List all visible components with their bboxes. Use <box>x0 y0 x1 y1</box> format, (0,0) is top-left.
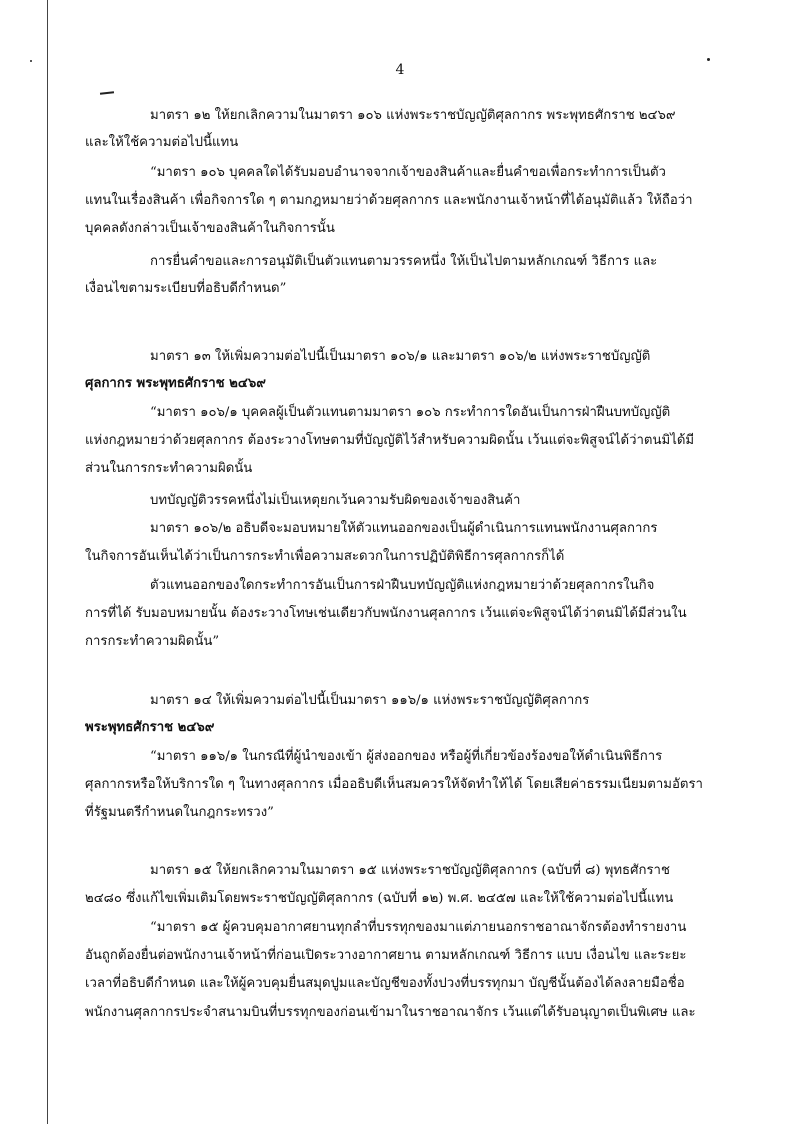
text-line: มาตรา ๑๓ ให้เพิ่มความต่อไปนี้เป็นมาตรา ๑๐๖/๑ และมาตรา ๑๐๖/๒ แห่งพระราชบัญญัติ <box>150 349 651 364</box>
text-line: “มาตรา ๑๑๖/๑ ในกรณีที่ผู้นำของเข้า ผู้ส่งออกของ หรือผู้ที่เกี่ยวข้องร้องขอให้ดำเนินพิธีการ <box>150 749 663 764</box>
text-line: พระพุทธศักราช ๒๔๖๙ <box>85 720 215 735</box>
text-line: เวลาที่อธิบดีกำหนด และให้ผู้ควบคุมยื่นสมุดปูมและบัญชีของทั้งปวงที่บรรทุกมา บัญชีนั้นต้องได้ลงลายมือชื่อ <box>85 976 685 991</box>
text-line: ตัวแทนออกของใดกระทำการอันเป็นการฝ่าฝืนบทบัญญัติแห่งกฎหมายว่าด้วยศุลกากรในกิจ <box>150 578 655 593</box>
text-line: “มาตรา ๑๕ ผู้ควบคุมอากาศยานทุกลำที่บรรทุกของมาแต่ภายนอกราชอาณาจักรต้องทำรายงาน <box>150 920 687 935</box>
text-line: การยื่นคำขอและการอนุมัติเป็นตัวแทนตามวรรคหนึ่ง ให้เป็นไปตามหลักเกณฑ์ วิธีการ และ <box>150 254 658 269</box>
text-line: แทนในเรื่องสินค้า เพื่อกิจการใด ๆ ตามกฎหมายว่าด้วยศุลกากร และพนักงานเจ้าหน้าที่ได้อนุมัติแล้ว ให้ถือว่า <box>85 193 693 208</box>
text-line: ๒๔๘๐ ซึ่งแก้ไขเพิ่มเติมโดยพระราชบัญญัติศุลกากร (ฉบับที่ ๑๒) พ.ศ. ๒๔๕๗ และให้ใช้ความต่อไปนี้แทน <box>85 891 674 906</box>
text-line: มาตรา ๑๒ ให้ยกเลิกความในมาตรา ๑๐๖ แห่งพระราชบัญญัติศุลกากร พระพุทธศักราช ๒๔๖๙ <box>150 108 676 123</box>
text-line: “มาตรา ๑๐๖ บุคคลใดได้รับมอบอำนาจจากเจ้าของสินค้าและยื่นคำขอเพื่อกระทำการเป็นตัว <box>150 165 666 180</box>
text-line: มาตรา ๑๕ ให้ยกเลิกความในมาตรา ๑๕ แห่งพระราชบัญญัติศุลกากร (ฉบับที่ ๘) พุทธศักราช <box>150 863 670 878</box>
text-line: การกระทำความผิดนั้น” <box>85 634 220 649</box>
text-line: ส่วนในการกระทำความผิดนั้น <box>85 461 253 476</box>
text-line: ศุลกากร พระพุทธศักราช ๒๔๖๙ <box>85 376 266 391</box>
text-line: ที่รัฐมนตรีกำหนดในกฎกระทรวง” <box>85 805 274 820</box>
scan-dash-mark <box>100 91 114 94</box>
text-line: แห่งกฎหมายว่าด้วยศุลกากร ต้องระวางโทษตามที่บัญญัติไว้สำหรับความผิดนั้น เว้นแต่จะพิสูจน์ได้ว่าตนมิได้มี <box>85 433 695 448</box>
text-line: การที่ได้ รับมอบหมายนั้น ต้องระวางโทษเช่นเดียวกับพนักงานศุลกากร เว้นแต่จะพิสูจน์ได้ว่าตนมิได้มีส่วนใน <box>85 606 687 621</box>
scan-edge-line <box>47 0 48 1124</box>
text-line: ในกิจการอันเห็นได้ว่าเป็นการกระทำเพื่อความสะดวกในการปฏิบัติพิธีการศุลกากรก็ได้ <box>85 549 565 564</box>
text-line: มาตรา ๑๔ ให้เพิ่มความต่อไปนี้เป็นมาตรา ๑๑๖/๑ แห่งพระราชบัญญัติศุลกากร <box>150 693 590 708</box>
text-line: บุคคลดังกล่าวเป็นเจ้าของสินค้าในกิจการนั้น <box>85 221 335 236</box>
page-number: 4 <box>395 62 405 78</box>
text-line: และให้ใช้ความต่อไปนี้แทน <box>85 135 239 150</box>
text-line: ศุลกากรหรือให้บริการใด ๆ ในทางศุลกากร เมื่ออธิบดีเห็นสมควรให้จัดทำให้ได้ โดยเสียค่าธรรมเนียมตามอัตรา <box>85 777 703 792</box>
text-line: อันถูกต้องยื่นต่อพนักงานเจ้าหน้าที่ก่อนเปิดระวางอากาศยาน ตามหลักเกณฑ์ วิธีการ แบบ เงื่อนไข และระยะ <box>85 948 687 963</box>
scan-speck <box>707 58 710 61</box>
text-line: พนักงานศุลกากรประจำสนามบินที่บรรทุกของก่อนเข้ามาในราชอาณาจักร เว้นแต่ได้รับอนุญาตเป็นพิเศษ และ <box>85 1005 696 1020</box>
text-line: มาตรา ๑๐๖/๒ อธิบดีจะมอบหมายให้ตัวแทนออกของเป็นผู้ดำเนินการแทนพนักงานศุลกากร <box>150 521 658 536</box>
text-line bold: เงื่อนไขตามระเบียบที่อธิบดีกำหนด” <box>85 281 287 296</box>
text-line: บทบัญญัติวรรคหนึ่งไม่เป็นเหตุยกเว้นความรับผิดของเจ้าของสินค้า <box>150 493 521 508</box>
text-line: “มาตรา ๑๐๖/๑ บุคคลผู้เป็นตัวแทนตามมาตรา ๑๐๖ กระทำการใดอันเป็นการฝ่าฝืนบทบัญญัติ <box>150 405 671 420</box>
